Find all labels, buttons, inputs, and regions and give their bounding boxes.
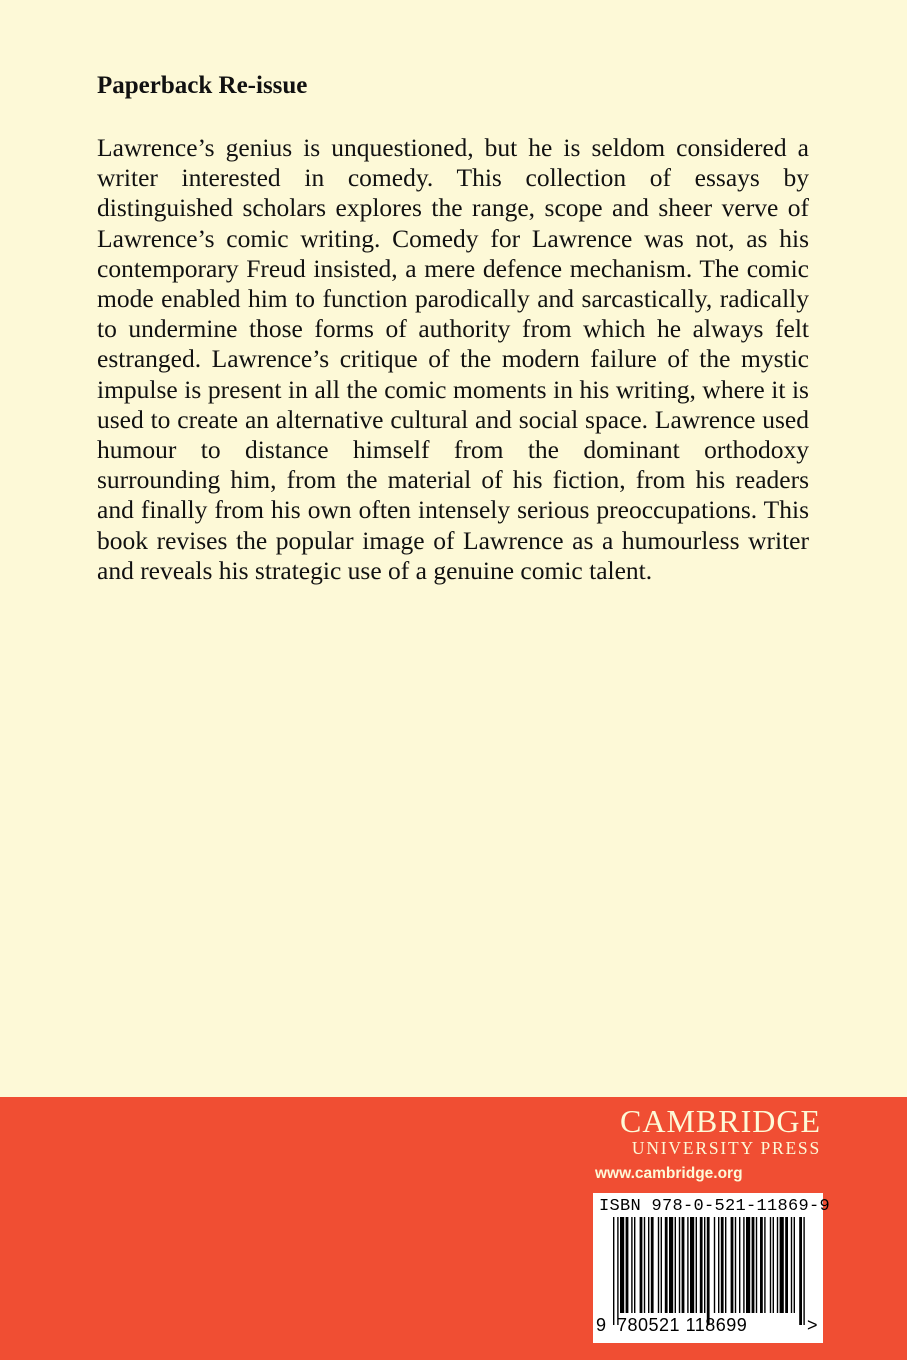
barcode-bar [725,1217,726,1313]
barcode-bar [746,1217,750,1313]
barcode-bar [718,1217,719,1313]
barcode-bar [735,1217,736,1313]
barcode-bar [665,1217,668,1313]
barcode-bar [669,1217,673,1313]
barcode-bar [704,1217,705,1313]
barcode-bar [696,1217,697,1313]
barcode-bar [675,1217,676,1313]
barcode-bar [780,1217,784,1313]
barcode-bar [690,1217,694,1313]
barcode-bar [700,1217,703,1313]
barcode-bar [764,1217,765,1313]
barcode-bar [707,1217,710,1325]
cover-heading: Paperback Re-issue [97,72,308,99]
barcode-number: 780521 118699 [617,1315,748,1335]
barcode-first-digit: 9 [596,1315,607,1335]
barcode-bar [617,1217,618,1325]
barcode-bar [777,1217,778,1313]
barcode-bar [640,1217,643,1313]
barcode-bar [794,1217,795,1313]
barcode-bar [626,1217,629,1313]
barcode-bar [682,1217,685,1313]
barcode-bar [714,1217,715,1313]
cover-blurb: Lawrence’s genius is unquestioned, but he is seldom considered a writer interested in comedy. This collection of essays by distinguished scholars explores the range, scope and sheer verve of Lawrence’s comic writing. Comedy for Lawrence was not, as his contemporary Freud insisted, a mere defence mechanism. The comic mode enabled him to function parodically and sarcastically, radically to undermine those forms of authority from which he always felt estranged. Lawrence’s critique of the modern failure of the mystic impulse is present in all the comic moments in his writing, where it is used to create an alternative cultural and social space. Lawrence used humour to distance himself from the dominant orthodoxy surrounding him, from the material of his fiction, from his readers and finally from his own often intensely serious preoccupations. This book revises the popular image of Lawrence as a humourless writer and reveals his strategic use of a genuine comic talent. [97,133,809,585]
barcode-bar [803,1217,804,1325]
barcode-bar [791,1217,792,1313]
barcode-bar [679,1217,680,1313]
publisher-website: www.cambridge.org [595,1165,743,1182]
barcode-bar [799,1217,802,1325]
barcode-bar [770,1217,771,1313]
barcode-bar [756,1217,757,1313]
barcode-bar [620,1217,624,1313]
barcode-bar [731,1217,734,1313]
barcode-bar [687,1217,688,1313]
barcode-bar [743,1217,744,1313]
barcode-bar [631,1217,632,1313]
barcode-bar [658,1217,659,1313]
barcode-bar [752,1217,755,1313]
barcode-bar [648,1217,649,1313]
barcode-bar [613,1217,614,1325]
barcode-bar [773,1217,774,1313]
barcode-bar [721,1217,724,1313]
barcode-box [593,1193,831,1343]
publisher-name: CAMBRIDGE [619,1103,821,1139]
barcode-bar [634,1217,635,1313]
barcode-bar [651,1217,654,1313]
barcode-bar [644,1217,645,1313]
publisher-logo [620,1104,821,1158]
barcode-bar [760,1217,763,1313]
isbn-label: ISBN 978-0-521-11869-9 [599,1197,831,1216]
barcode-arrow: > [807,1315,818,1335]
barcode-bar [785,1217,788,1313]
barcode-digits [593,1315,823,1339]
barcode-bar [661,1217,662,1313]
publisher-subname: UNIVERSITY PRESS [631,1138,821,1158]
barcode-bars [593,1217,823,1327]
barcode-bar [739,1217,740,1313]
